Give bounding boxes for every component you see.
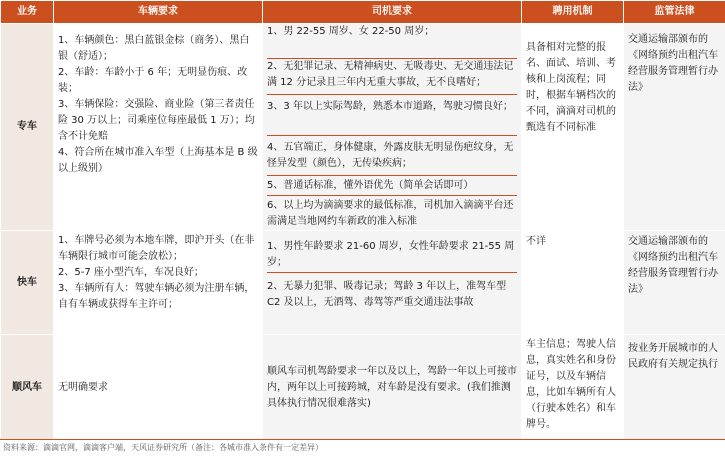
header-hiring-mechanism: 聘用机制: [522, 1, 623, 23]
premier-regulation-text: 交通运输部颁布的《网络预约出租汽车经营服务管理暂行办法》: [628, 34, 718, 93]
hitch-hiring-mechanism: [522, 335, 623, 440]
express-driver-item-2: [267, 273, 517, 311]
premier-hiring-mechanism: [522, 24, 623, 230]
hitch-hiring-text: 车主信息；驾驶人信息，真实姓名和身份证号，以及车辆信息，比如车辆所有人（行驶本姓名）和车牌号。: [526, 339, 616, 430]
row-type-hitch: 顺风车: [1, 335, 53, 440]
premier-driver-item-6: [267, 196, 517, 230]
spacer: [628, 24, 721, 32]
express-regulation: [624, 231, 725, 334]
premier-vehicle-text: 1、车辆颜色：黑白蓝银金棕（商务）、黑白银（舒适）； 2、车龄：车龄小于 6 年；无明显伤痕、改装； 3、车辆保险：交强险、商业险（第三者责任险 30 万以上；司乘座位每座最低 1 万）；均含不计免赔 4、符合所在城市准入车型（上海基本是 B 级以上级别）: [58, 35, 258, 174]
hitch-vehicle-requirements: [54, 335, 262, 440]
premier-regulation: [624, 24, 725, 230]
hitch-regulation-text: 按业务开展城市的人民政府有关规定执行: [628, 343, 718, 370]
express-vehicle-text: 1、车牌号必须为本地车牌，即沪开头（在非车辆限行城市可能会放松）； 2、5-7 座小型汽车，车况良好； 3、车辆所有人：驾驶车辆必须为注册车辆，自有车辆或获得车主许可；: [58, 235, 255, 310]
header-vehicle-requirements: 车辆要求: [54, 1, 262, 23]
footer-divider: [0, 439, 725, 440]
express-hiring-text: 不详: [526, 236, 546, 247]
spacer: [526, 24, 619, 40]
header-driver-requirements: 司机要求: [263, 1, 521, 23]
premier-driver-item-3-text: 3、3 年以上实际驾龄，熟悉本市道路，驾驶习惯良好；: [267, 101, 513, 112]
row-type-premier: 专车: [1, 24, 53, 230]
premier-driver-item-2-text: 2、无犯罪记录、无精神病史、无吸毒史、无交通违法记满 12 分记录且三年内无重大事故，无不良嗜好；: [267, 61, 514, 88]
express-driver-requirements: [263, 231, 521, 334]
comparison-table: [1, 1, 725, 440]
header-business: 业务: [1, 1, 53, 23]
express-regulation-text: 交通运输部颁布的《网络预约出租汽车经营服务管理暂行办法》: [628, 236, 718, 295]
express-hiring-mechanism: [522, 231, 623, 334]
premier-driver-item-5: [267, 176, 517, 196]
hitch-vehicle-text: 无明确要求: [58, 381, 108, 393]
premier-driver-item-1-text: 1、男 22-55 周岁、女 22-50 周岁；: [267, 26, 435, 37]
premier-driver-item-6-text: 6、以上均为滴滴要求的最低标准，司机加入滴滴平台还需满足当地网约车新政的准入标准: [267, 200, 514, 227]
premier-driver-requirements: [263, 24, 521, 230]
hitch-regulation: [624, 335, 725, 440]
spacer: [58, 26, 258, 33]
premier-hiring-text: 具备相对完整的报名、面试、培训、考核和上岗流程；同时，根据车辆档次的不同，滴滴对司机的甄选有不同标准: [526, 42, 616, 133]
premier-driver-item-3: [267, 95, 517, 136]
premier-vehicle-requirements: [54, 24, 262, 230]
express-driver-item-1: [267, 231, 517, 273]
express-driver-item-2-text: 2、无暴力犯罪、吸毒记录；驾龄 3 年以上，准驾车型 C2 及以上，无酒驾、毒驾等严重交通违法事故: [267, 281, 507, 308]
premier-driver-item-1: [267, 24, 517, 59]
express-driver-item-1-text: 1、男性年龄要求 21-60 周岁，女性年龄要求 21-55 周岁；: [267, 241, 515, 268]
premier-driver-item-5-text: 5、普通话标准，懂外语优先（简单会话即可）: [267, 180, 474, 191]
express-vehicle-requirements: [54, 231, 262, 334]
premier-driver-item-4: [267, 136, 517, 176]
premier-driver-item-4-text: 4、五官端正，身体健康，外露皮肤无明显伤疤纹身，无怪异发型（颜色），无传染疾病；: [267, 142, 514, 169]
hitch-driver-requirements: [263, 335, 521, 440]
row-type-express: 快车: [1, 231, 53, 334]
hitch-driver-text: 顺风车司机驾龄要求一年以及以上，驾龄一年以上可接市内，两年以上可接跨城，对车龄是没有要求。(我们推测具体执行情况很难落实): [267, 365, 517, 409]
source-note: 资料来源：滴滴官网，滴滴客户端，天风证券研究所（备注：各城市准入条件有一定差异）: [3, 443, 323, 452]
premier-driver-item-2: [267, 59, 517, 95]
header-regulation: 监管法律: [624, 1, 725, 23]
